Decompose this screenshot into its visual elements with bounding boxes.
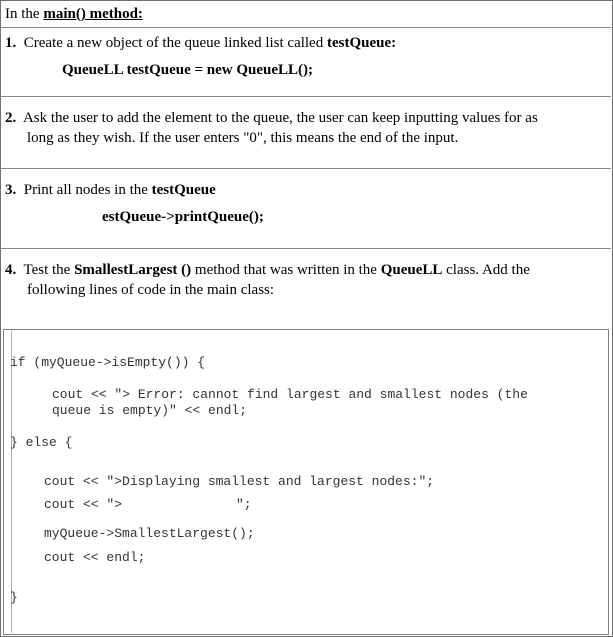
step3-text: Print all nodes in the xyxy=(23,182,152,198)
header-method: main() method xyxy=(43,6,138,22)
code-line-cout-close: "; xyxy=(236,497,252,512)
step3-line xyxy=(5,180,216,200)
step2-number: 2. xyxy=(5,110,17,126)
step4-line2: following lines of code in the main class: xyxy=(27,282,275,298)
header-prefix: In the xyxy=(5,6,44,22)
step4-text1: Test the xyxy=(23,262,75,278)
step4-text2: method that was written in the xyxy=(191,262,381,278)
code-line-error: cout << "> Error: cannot find largest and smallest nodes (the xyxy=(52,387,528,402)
header-line xyxy=(5,4,143,24)
code-line-endl: cout << endl; xyxy=(44,550,146,565)
step4-class: QueueLL xyxy=(380,262,443,278)
code-line-error-cont: queue is empty)" << endl; xyxy=(52,403,248,418)
step1-number: 1. xyxy=(5,35,17,51)
step1-line xyxy=(5,33,396,53)
code-line-call: myQueue->SmallestLargest(); xyxy=(44,526,255,541)
step4-line1 xyxy=(5,260,530,280)
step4-method: SmallestLargest () xyxy=(74,262,192,278)
step1-code: QueueLL testQueue = new QueueLL(); xyxy=(62,62,314,78)
step1-name: testQueue xyxy=(326,35,392,51)
step3-number: 3. xyxy=(5,182,17,198)
code-line-display: cout << ">Displaying smallest and largest nodes:"; xyxy=(44,474,435,489)
step4-number: 4. xyxy=(5,262,17,278)
step4-text3: class. Add the xyxy=(442,262,530,278)
step2-line1 xyxy=(5,108,538,128)
step3-code: estQueue->printQueue(); xyxy=(102,209,264,225)
code-line-else: } else { xyxy=(10,435,73,450)
step3-name: testQueue xyxy=(151,182,216,198)
header-colon: : xyxy=(137,6,143,22)
code-line-cout-open: cout << "> xyxy=(44,497,123,512)
step1-colon: : xyxy=(391,35,397,51)
code-line-if: if (myQueue->isEmpty()) { xyxy=(10,355,206,370)
step2-text1: Ask the user to add the element to the queue, the user can keep inputting values for as xyxy=(22,110,538,126)
code-line-close-brace: } xyxy=(10,590,18,605)
step1-text: Create a new object of the queue linked list called xyxy=(23,35,327,51)
step2-line2: long as they wish. If the user enters "0", this means the end of the input. xyxy=(27,130,459,146)
